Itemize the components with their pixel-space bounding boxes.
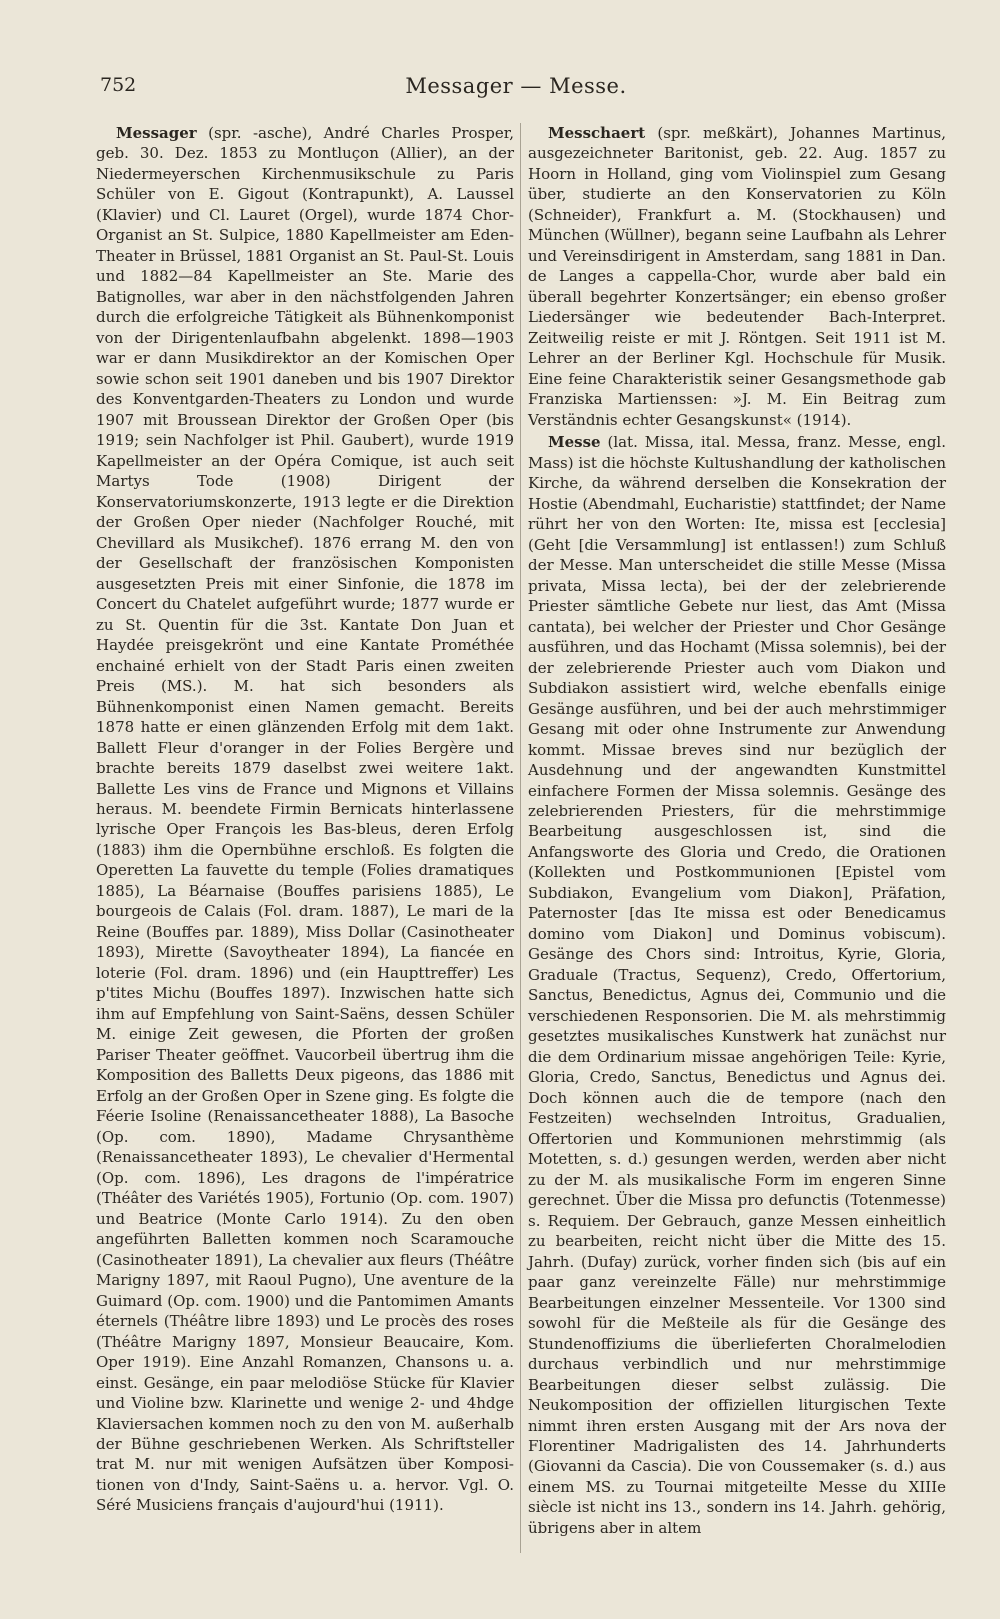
running-title: Messager — Messe. bbox=[405, 74, 627, 98]
right-column bbox=[528, 123, 946, 1540]
entry-text: (lat. Missa, ital. Messa, franz. Messe, engl. Mass) ist die höchste Kultushandlung der katholischen Kirche, da während derselben die Konsekration der Hostie (Abendmahl, Eucharistie) stattfindet; der Name rührt her von den Worten: Ite, missa est [ecclesia] (Geht [die Versammlung] ist entlassen!) zum Schluß der Messe. Man unterscheidet die stille Messe (Missa privata, Missa lecta), bei der der zelebrierende Priester sämtliche Gebete nur liest, das Amt (Missa cantata), bei welcher der Priester und Chor Gesänge ausführen, und das Hochamt (Missa solemnis), bei der der zelebrierende Priester auch vom Diakon und Subdiakon assistiert wird, welche ebenfalls einige Gesänge ausführen, und bei der auch mehrstimmiger Gesang mit oder ohne Instrumente zur Anwendung kommt. Missae breves sind nur bezüglich der Ausdehnung und der angewandten Kunstmittel einfachere Formen der Missa solemnis. Gesänge des zelebrierenden Priesters, für die mehrstimmige Bearbeitung ausgeschlossen ist, sind die Anfangsworte des Gloria und Credo, die Orationen (Kollekten und Postkommunionen [Epistel vom Subdiakon, Evangelium vom Diakon], Präfation, Paternoster [das Ite missa est oder Benedicamus domino vom Diakon] und Dominus vobiscum). Gesänge des Chors sind: Introitus, Kyrie, Gloria, Graduale (Tractus, Sequenz), Credo, Offertorium, Sanctus, Benedictus, Agnus dei, Communio und die verschiedenen Responsorien. Die M. als mehrstimmig gesetztes musikalisches Kunstwerk hat zunächst nur die dem Ordinarium missae angehörigen Teile: Kyrie, Gloria, Credo, Sanctus, Benedictus und Agnus dei. Doch können auch die de tempore (nach den Festzeiten) wechselnden Introitus, Gradualien, Offertorien und Kommunionen mehrstimmig (als Motetten, s. d.) gesungen werden, werden aber nicht zu der M. als musikalische Form im engeren Sinne gerechnet. Über die Missa pro defunctis (Totenmesse) s. Requiem. Der Gebrauch, ganze Messen einheitlich zu bearbeiten, reicht nicht über die Mitte des 15. Jahrh. (Dufay) zurück, vorher finden sich (bis auf ein paar ganz vereinzelte Fälle) nur mehrstimmige Bearbeitungen einzelner Messenteile. Vor 1300 sind sowohl für die Meßteile als für die Gesänge des Stundenoffiziums die überlieferten Choralmelodien durchaus verbindlich und nur mehrstimmige Bearbeitungen dieser selbst zulässig. Die Neukomposition der offiziellen liturgischen Texte nimmt ihren ersten Ausgang mit der Ars nova der Florentiner Madrigalisten des 14. Jahrhunderts (Giovanni da Cascia). Die von Coussemaker (s. d.) aus einem MS. zu Tournai mitgeteilte Messe du XIIIe siècle ist nicht ins 13., sondern ins 14. Jahrh. gehörig, übrigens aber in altem bbox=[528, 433, 946, 1537]
entry-messchaert bbox=[528, 123, 946, 430]
running-head bbox=[96, 74, 936, 108]
entry-messe bbox=[528, 432, 946, 1538]
headword: Messchaert bbox=[548, 124, 646, 142]
column-rule bbox=[520, 123, 521, 1553]
entry-messager bbox=[96, 123, 514, 1516]
headword: Messe bbox=[548, 433, 601, 452]
entry-text: (spr. -asche), André Charles Prosper, geb. 30. Dez. 1853 zu Montluçon (Allier), an der Niedermeyerschen Kirchenmusikschule zu Paris Schüler von E. Gigout (Kontrapunkt), A. Laussel (Klavier) und Cl. Lauret (Orgel), wurde 1874 Chor-Organist an St. Sulpice, 1880 Kapellmeister am Eden-Theater in Brüssel, 1881 Organist an St. Paul-St. Louis und 1882—84 Kapellmeister an Ste. Marie des Batignolles, war aber in den nächstfolgenden Jahren durch die erfolgreiche Tätigkeit als Bühnenkomponist von der Dirigentenlaufbahn abgelenkt. 1898—1903 war er dann Musikdirektor an der Komischen Oper sowie schon seit 1901 daneben und bis 1907 Direktor des Konventgarden-Theaters zu London und wurde 1907 mit Broussean Direktor der Großen Oper (bis 1919; sein Nachfolger ist Phil. Gaubert), wurde 1919 Kapellmeister an der Opéra Comique, ist auch seit Martys Tode (1908) Dirigent der Konservatoriumskonzerte, 1913 legte er die Direktion der Großen Oper nieder (Nachfolger Rouché, mit Chevillard als Musikchef). 1876 errang M. den von der Gesellschaft der französischen Komponisten ausgesetzten Preis mit einer Sinfonie, die 1878 im Concert du Chatelet aufgeführt wurde; 1877 wurde er zu St. Quentin für die 3st. Kantate Don Juan et Haydée preisgekrönt und eine Kantate Prométhée enchainé erhielt von der Stadt Paris einen zweiten Preis (MS.). M. hat sich besonders als Bühnenkomponist einen Namen gemacht. Bereits 1878 hatte er einen glänzenden Erfolg mit dem 1akt. Ballett Fleur d'oranger in der Folies Bergère und brachte bereits 1879 daselbst zwei weitere 1akt. Ballette Les vins de France und Mignons et Villains heraus. M. beendete Firmin Bernicats hinterlassene lyrische Oper François les Bas-bleus, deren Erfolg (1883) ihm die Opernbühne erschloß. Es folgten die Operetten La fauvette du temple (Folies dramatiques 1885), La Béarnaise (Bouffes parisiens 1885), Le bourgeois de Calais (Fol. dram. 1887), Le mari de la Reine (Bouffes par. 1889), Miss Dollar (Casinotheater 1893), Mirette (Savoytheater 1894), La fiancée en loterie (Fol. dram. 1896) und (ein Haupttreffer) Les p'tites Michu (Bouffes 1897). Inzwischen hatte sich ihm auf Empfehlung von Saint-Saëns, dessen Schüler M. einige Zeit gewesen, die Pforten der großen Pariser Theater geöffnet. Vaucorbeil übertrug ihm die Komposition des Balletts Deux pigeons, das 1886 mit Erfolg an der Großen Oper in Szene ging. Es folgte die Féerie Isoline (Renaissancetheater 1888), La Basoche (Op. com. 1890), Madame Chrysanthème (Renaissancetheater 1893), Le chevalier d'Hermental (Op. com. 1896), Les dragons de l'impératrice (Théâter des Variétés 1905), Fortunio (Op. com. 1907) und Beatrice (Monte Carlo 1914). Zu den oben angeführten Balletten kommen noch Scaramouche (Casinotheater 1891), La chevalier aux fleurs (Théâtre Marigny 1897, mit Raoul Pugno), Une aventure de la Guimard (Op. com. 1900) und die Pantomimen Amants éternels (Théâtre libre 1893) und Le procès des roses (Théâtre Marigny 1897, Monsieur Beaucaire, Kom. Oper 1919). Eine Anzahl Romanzen, Chansons u. a. einst. Gesänge, ein paar melodiöse Stücke für Klavier und Violine bzw. Klarinette und wenige 2- und 4hdge Klaviersachen kommen noch zu den von M. außerhalb der Bühne geschriebenen Werken. Als Schriftsteller trat M. nur mit wenigen Aufsätzen über Komposi-tionen von d'Indy, Saint-Saëns u. a. hervor. Vgl. O. Séré Musiciens français d'aujourd'hui (1911). bbox=[96, 124, 515, 1515]
page-number: 752 bbox=[100, 74, 137, 96]
left-column bbox=[96, 123, 514, 1518]
headword: Messager bbox=[116, 124, 197, 142]
entry-text: (spr. meßkärt), Johannes Martinus, ausgezeichneter Baritonist, geb. 22. Aug. 1857 zu Hoorn in Holland, ging vom Violinspiel zum Gesang über, studierte an den Konservatorien zu Köln (Schneider), Frankfurt a. M. (Stockhausen) und München (Wüllner), begann seine Laufbahn als Lehrer und Vereinsdirigent in Amsterdam, sang 1881 in Dan. de Langes a cappella-Chor, wurde aber bald ein überall begehrter Konzertsänger; ein ebenso großer Liedersänger wie bedeutender Bach-Interpret. Zeitweilig reiste er mit J. Röntgen. Seit 1911 ist M. Lehrer an der Berliner Kgl. Hochschule für Musik. Eine feine Charakteristik seiner Gesangsmethode gab Franziska Martienssen: »J. M. Ein Beitrag zum Verständnis echter Gesangskunst« (1914). bbox=[528, 124, 946, 429]
text-columns bbox=[96, 123, 948, 1553]
